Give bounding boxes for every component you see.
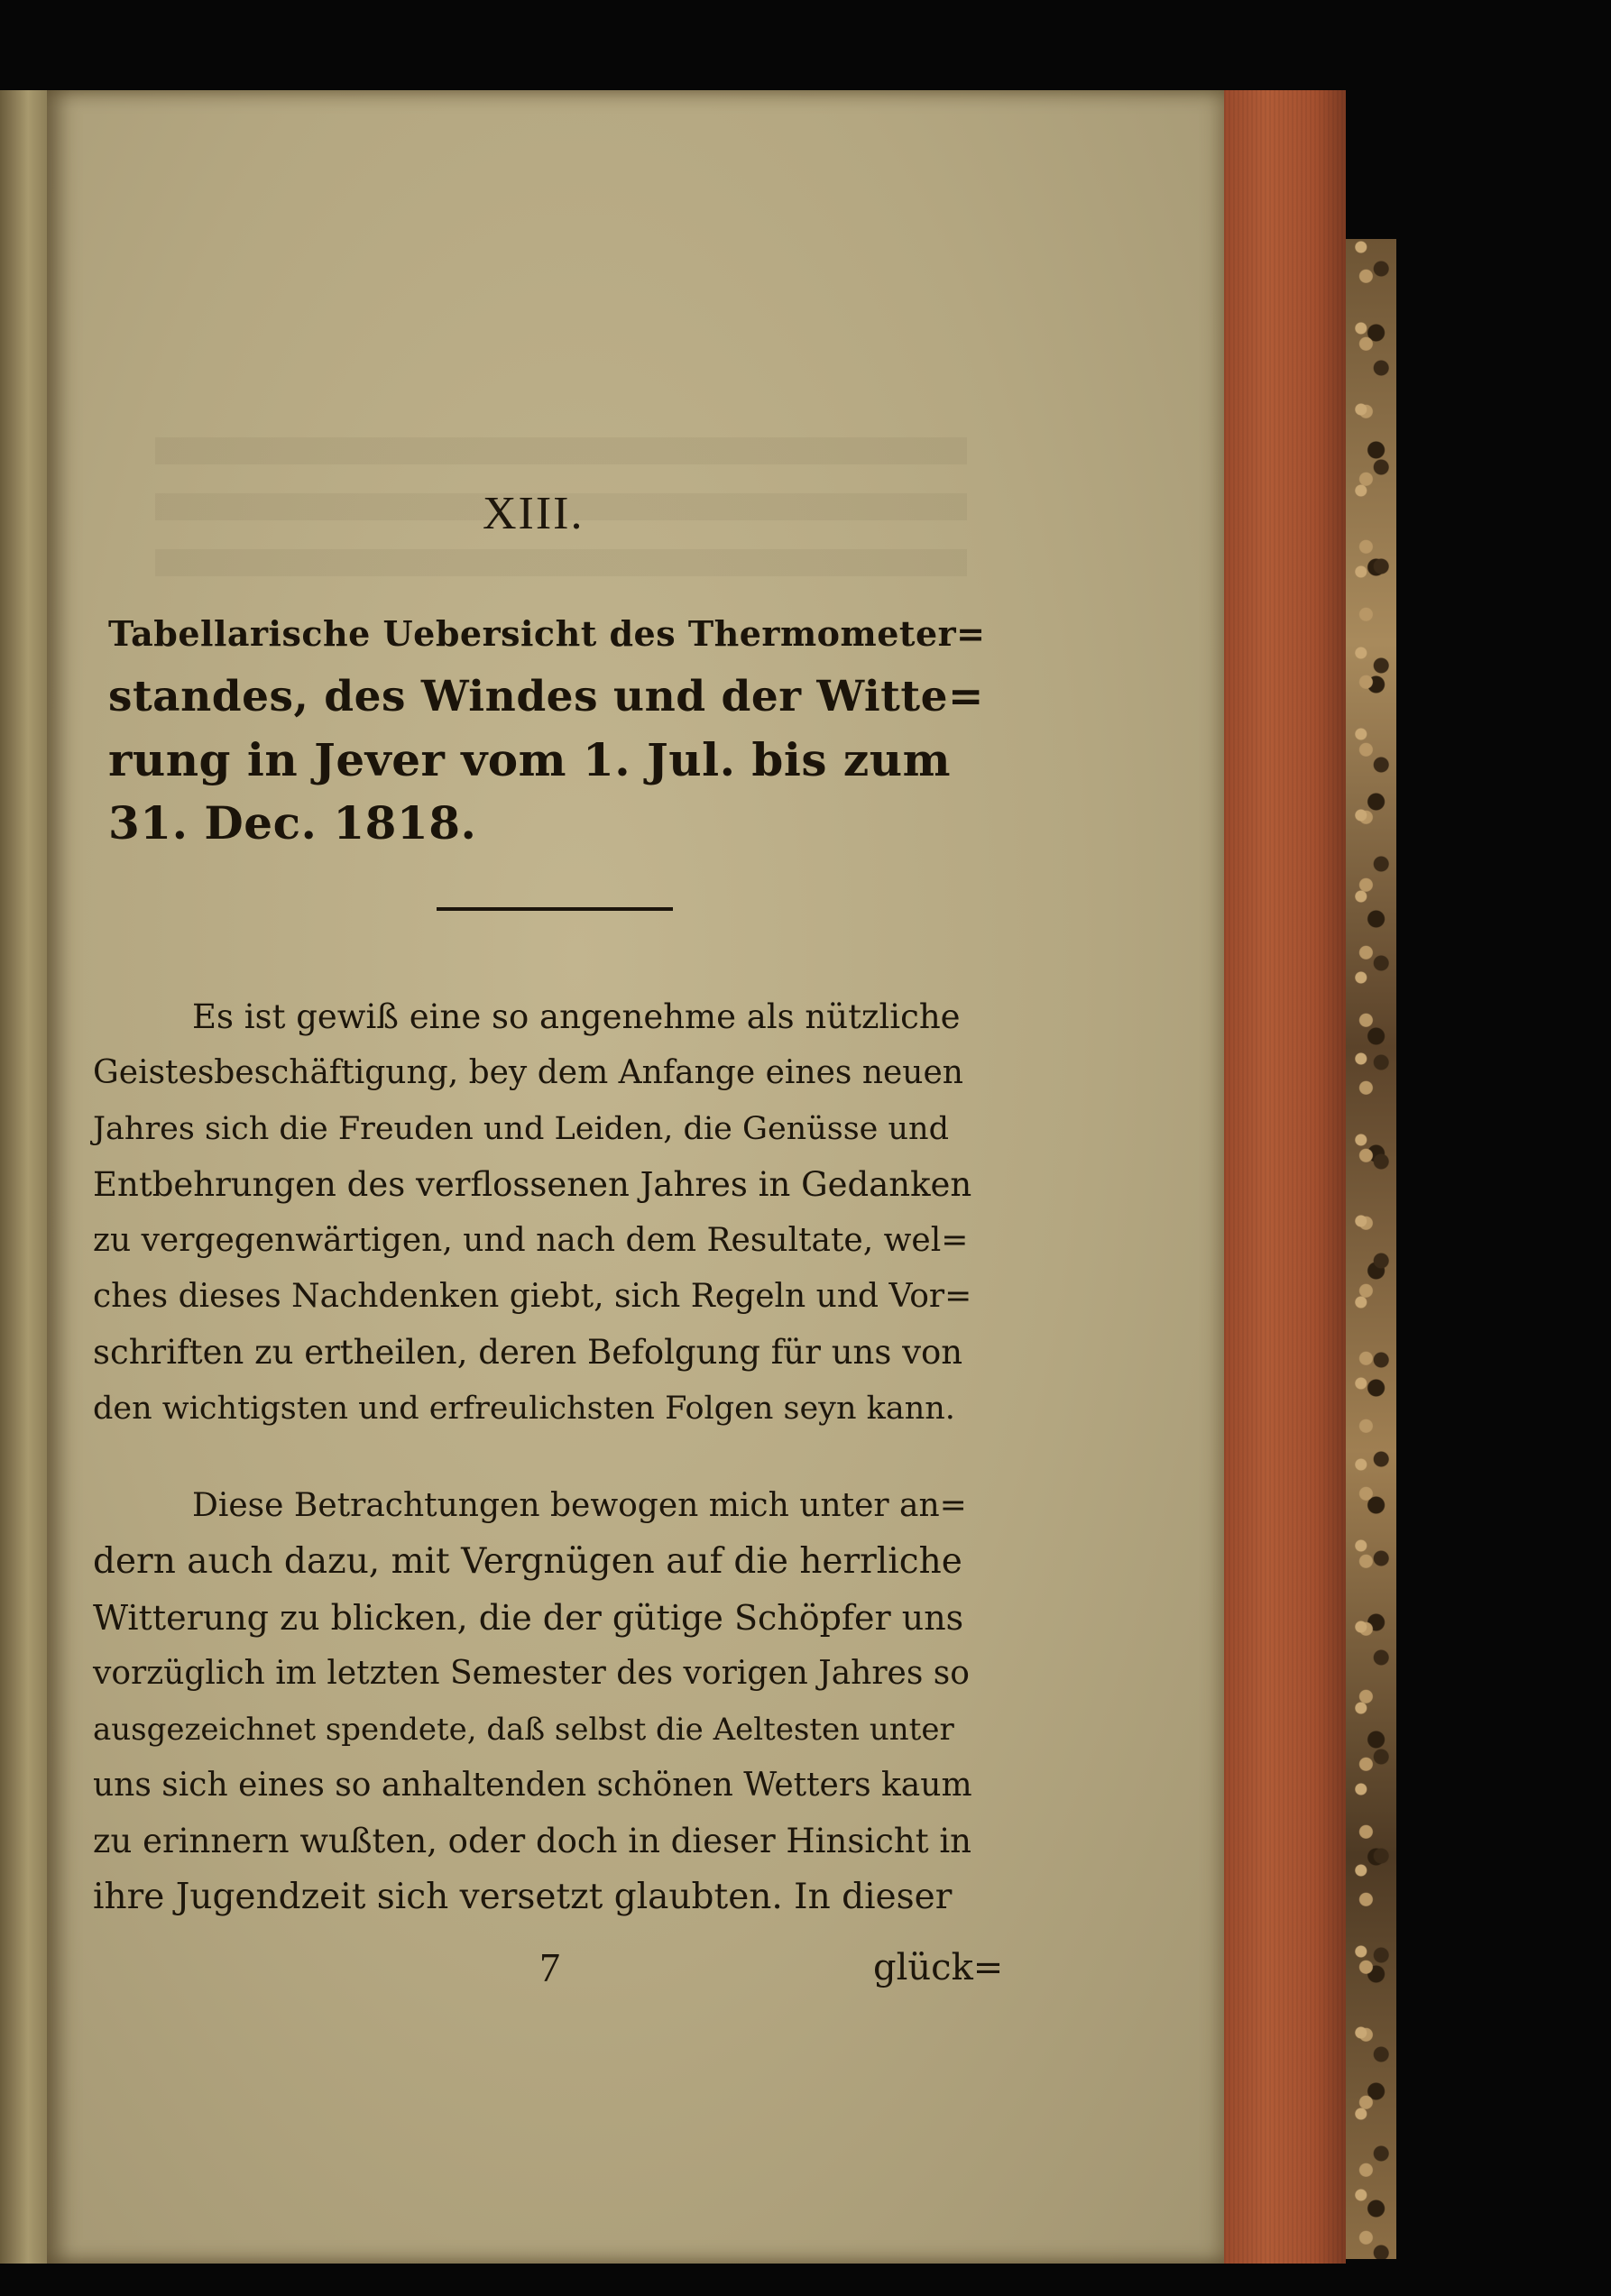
body-line-15: zu erinnern wußten, oder doch in dieser Hinsicht in — [93, 1822, 972, 1860]
section-rule — [437, 907, 673, 911]
title-line-3 — [108, 729, 988, 792]
page-number: 7 — [539, 1944, 560, 1990]
title-line-4 — [108, 792, 988, 855]
body-line-5: zu vergegenwärtigen, und nach dem Resultate, wel= — [93, 1222, 969, 1259]
chapter-number: XIII. — [483, 488, 585, 539]
body-line-11: Witterung zu blicken, die der gütige Schöpfer uns — [93, 1598, 964, 1638]
title-line-3-text: rung in Jever vom 1. Jul. bis zum — [108, 733, 952, 786]
title-line-4-text: 31. Dec. 1818. — [108, 796, 477, 850]
title-line-1-text: Tabellarische Uebersicht des Thermometer= — [108, 613, 986, 654]
body-line-3: Jahres sich die Freuden und Leiden, die Genüsse und — [93, 1111, 949, 1147]
body-line-6: ches dieses Nachdenken giebt, sich Regeln und Vor= — [93, 1278, 972, 1315]
body-line-8: den wichtigsten und erfreulichsten Folgen seyn kann. — [93, 1391, 955, 1427]
body-line-10: dern auch dazu, mit Vergnügen auf die herrliche — [93, 1541, 962, 1582]
body-line-1: Es ist gewiß eine so angenehme als nützliche — [192, 997, 961, 1036]
body-line-16: ihre Jugendzeit sich versetzt glaubten. In dieser — [93, 1877, 953, 1917]
marbled-cover-edge — [1346, 239, 1396, 2259]
title-line-1 — [108, 602, 988, 666]
previous-page-edge — [0, 90, 47, 2264]
body-line-14: uns sich eines so anhaltenden schönen Wetters kaum — [93, 1767, 972, 1804]
body-line-9: Diese Betrachtungen bewogen mich unter an= — [192, 1487, 967, 1524]
body-line-13: ausgezeichnet spendete, daß selbst die Aeltesten unter — [93, 1712, 954, 1748]
catchword: glück= — [873, 1947, 1004, 1988]
title-line-2 — [108, 666, 988, 729]
page-edges — [1224, 90, 1346, 2264]
title-line-2-text: standes, des Windes und der Witte= — [108, 672, 984, 721]
body-line-12: vorzüglich im letzten Semester des vorigen Jahres so — [93, 1655, 970, 1692]
body-line-2: Geistesbeschäftigung, bey dem Anfange eines neuen — [93, 1054, 963, 1091]
body-line-7: schriften zu ertheilen, deren Befolgung für uns von — [93, 1333, 963, 1372]
body-line-4: Entbehrungen des verflossenen Jahres in Gedanken — [93, 1165, 972, 1204]
